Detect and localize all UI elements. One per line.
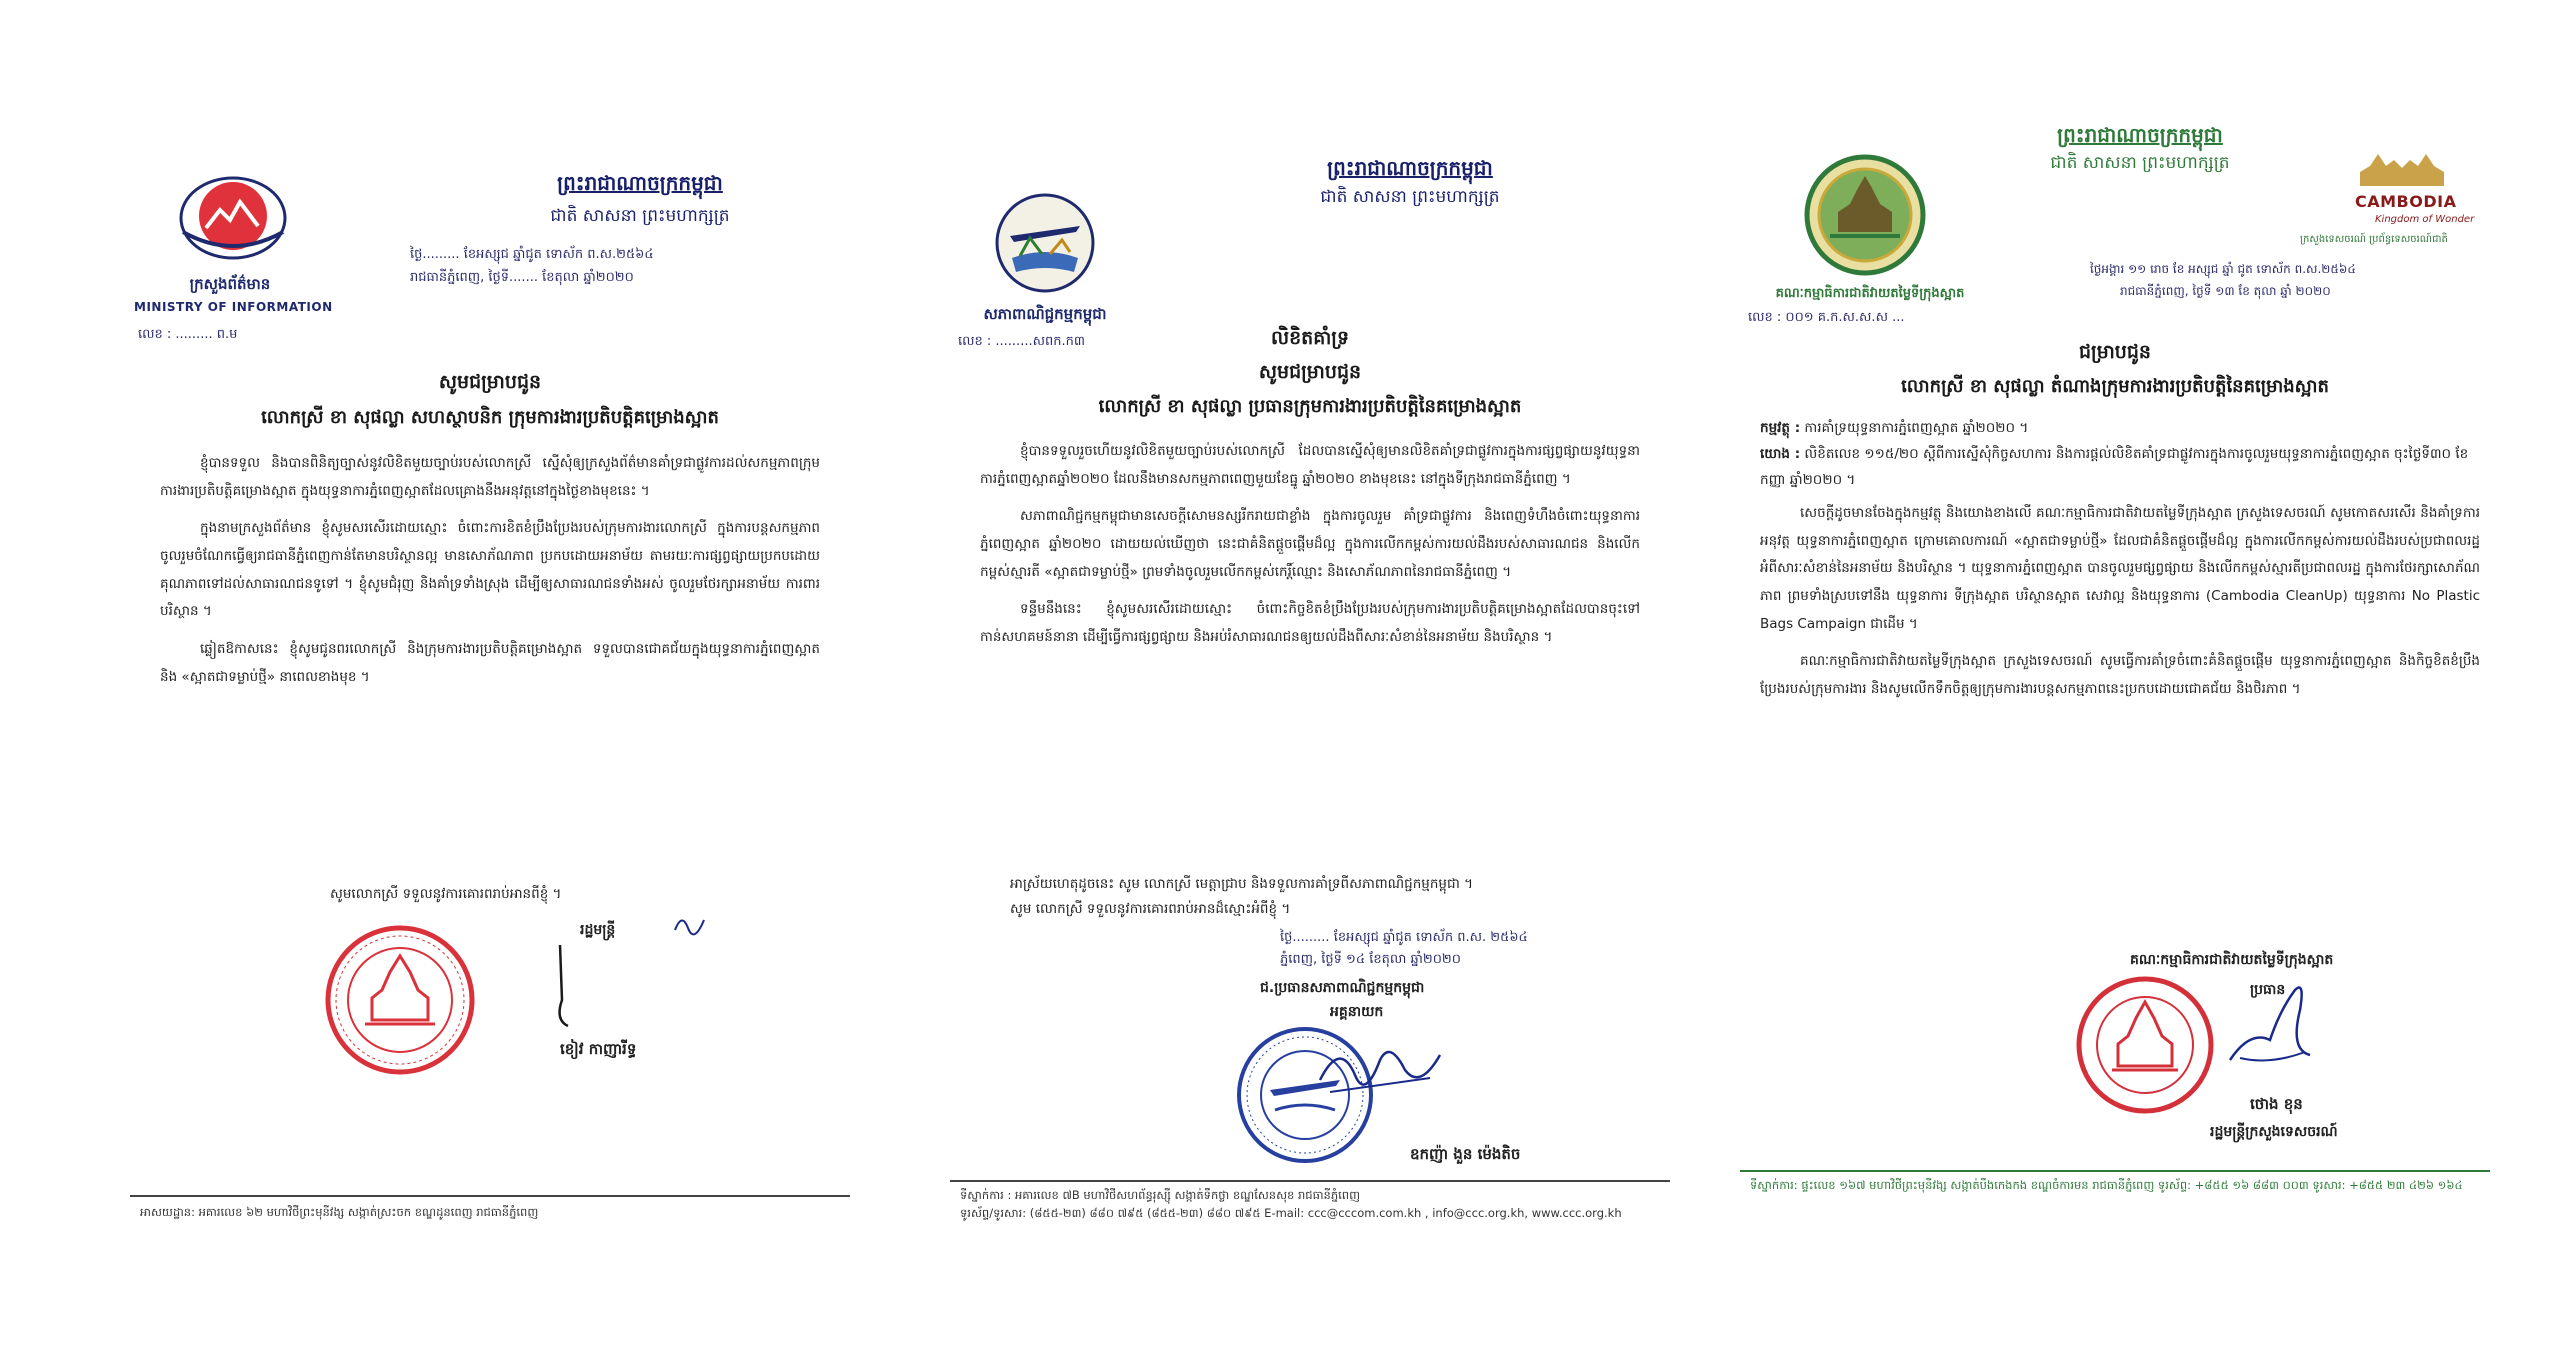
handwritten-signature [1310, 1030, 1450, 1110]
body-paragraph: សភាពាណិជ្ជកម្មកម្ពុជាមានសេចក្ដីសោមនស្សរីករាយជាខ្លាំង ក្នុងការចូលរួម គាំទ្រជាផ្លូវការ និងពេញទំហឹងចំពោះយុទ្ធនាការភ្នំពេញស្អាត ឆ្នាំ២០២០ ដោយយល់ឃើញថា នេះជាគំនិតផ្ដួចផ្ដើមដ៏ល្អ ក្នុងការលើកកម្ពស់ការយល់ដឹងរបស់សាធារណជន និងលើកកម្ពស់ស្មារតី «ស្អាតជាទម្លាប់ថ្មី» ព្រមទាំងចូលរួមលើកកម្ពស់កេរ្តិ៍ឈ្មោះ និងសោភ័ណភាពនៃរាជធានីភ្នំពេញ ។ [980, 508, 1640, 580]
reference-number: លេខ : ......... ព.ម [138, 327, 238, 342]
body-paragraph: សេចក្ដីដូចមានចែងក្នុងកម្មវត្ថុ និងយោងខាងលើ គណៈកម្មាធិការជាតិវាយតម្លៃទីក្រុងស្អាត ក្រសួងទេសចរណ៍ សូមកោតសរសើរ និងគាំទ្រការអនុវត្ត យុទ្ធនាការភ្នំពេញស្អាត ក្រោមគោលការណ៍ «ស្អាតជាទម្លាប់ថ្មី» ដែលជាគំនិតផ្ដួចផ្ដើមដ៏ល្អ ក្នុងការលើកកម្ពស់ការយល់ដឹងរបស់ប្រជាពលរដ្ឋ អំពីសារៈសំខាន់នៃអនាម័យ និងបរិស្ថាន ។ យុទ្ធនាការភ្នំពេញស្អាត បានចូលរួមផ្សព្វផ្សាយ និងលើកកម្ពស់ស្មារតីប្រជាពលរដ្ឋ ក្នុងការថែរក្សាសោភ័ណភាព ព្រមទាំងស្របទៅនឹង យុទ្ធនាការ ទីក្រុងស្អាត បរិស្ថានស្អាត សេវាល្អ និងយុទ្ធនាការ (Cambodia CleanUp) យុទ្ធនាការ No Plastic Bags Campaign ជាដើម ។ [1760, 505, 2480, 632]
national-motto: ជាតិ សាសនា ព្រះមហាក្សត្រ [550, 206, 730, 226]
body-paragraph: ក្នុងនាមក្រសួងព័ត៌មាន ខ្ញុំសូមសរសើរដោយស្មោះ ចំពោះការខិតខំប្រឹងប្រែងរបស់ក្រុមការងារលោកស្រី ក្នុងការបន្តសកម្មភាពចូលរួមចំណែកធ្វើឲ្យរាជធានីភ្នំពេញកាន់តែមានបរិស្ថានល្អ មានសោភ័ណភាព ប្រកបដោយអនាម័យ តាមរយៈការផ្សព្វផ្សាយប្រកបដោយគុណភាពទៅដល់សាធារណជនទូទៅ ។ ខ្ញុំសូមជំរុញ និងគាំទ្រទាំងស្រុង ដើម្បីឲ្យសាធារណជនទាំងអស់ ចូលរួមថែរក្សាអនាម័យ ការពារបរិស្ថាន ។ [160, 520, 820, 620]
reference-label: យោង : [1760, 446, 1801, 462]
signer-role: ប្រធាន [2250, 982, 2286, 998]
footer-contact: ទូរស័ព្ទ/ទូរសារ: (៨៥៥-២៣) ៨៨០ ៧៩៥ (៨៥៥-២៣) ៨៨០ ៧៩៥ E-mail: ccc@cccom.com.kh , info@ccc.org.kh, www.ccc.org.kh [960, 1206, 1622, 1220]
document-title: សូមជម្រាបជូន [1258, 361, 1362, 383]
clean-city-committee-logo [1800, 150, 1930, 280]
recipient: លោកស្រី ខា សុផល្លា សហស្ថាបនិក ក្រុមការងារប្រតិបត្តិគម្រោងស្អាត [261, 407, 719, 428]
handwritten-signature [670, 910, 710, 940]
footer-address: ទីស្នាក់ការ : អគារលេខ ៧B មហាវិថីសហព័ន្ធរុស្ស៊ី សង្កាត់ទឹកថ្លា ខណ្ឌសែនសុខ រាជធានីភ្នំពេញ [960, 1188, 1361, 1202]
body-paragraph: ខ្ញុំបានទទួលរួចហើយនូវលិខិតមួយច្បាប់របស់លោកស្រី ដែលបានស្នើសុំឲ្យមានលិខិតគាំទ្រជាផ្លូវការក្នុងការផ្សព្វផ្សាយនូវយុទ្ធនាការភ្នំពេញស្អាតឆ្នាំ២០២០ ដែលនឹងមានសកម្មភាពពេញមួយខែធ្នូ ឆ្នាំ២០២០ ខាងមុខនេះ នៅក្នុងទីក្រុងរាជធានីភ្នំពេញ ។ [980, 443, 1640, 487]
letter-body [1760, 500, 2480, 714]
signer-title: រដ្ឋមន្ត្រី [580, 922, 616, 938]
body-paragraph: គណៈកម្មាធិការជាតិវាយតម្លៃទីក្រុងស្អាត ក្រសួងទេសចរណ៍ សូមធ្វើការគាំទ្រចំពោះគំនិតផ្ដួចផ្ដើម យុទ្ធនាការភ្នំពេញស្អាត និងកិច្ចខិតខំប្រឹងប្រែងរបស់ក្រុមការងារ និងសូមលើកទឹកចិត្តឲ្យក្រុមការងារបន្តសកម្មភាពនេះប្រកបដោយជោគជ័យ និងថិរភាព ។ [1760, 653, 2480, 698]
signer-title: រដ្ឋមន្ត្រីក្រសួងទេសចរណ៍ [2210, 1124, 2338, 1140]
solar-date: ភ្នំពេញ, ថ្ងៃទី ១៤ ខែតុលា ឆ្នាំ២០២០ [1280, 952, 1461, 967]
subject-label: កម្មវត្ថុ : [1760, 420, 1801, 436]
official-seal [2070, 970, 2220, 1120]
document-title: សូមជម្រាបជូន [438, 371, 542, 393]
signer-name: ថោង ខុន [2250, 1095, 2303, 1113]
letter-body [160, 450, 820, 701]
brand-tagline: Kingdom of Wonder [2375, 214, 2475, 225]
letter-body [980, 438, 1640, 662]
handwritten-signature [2210, 970, 2320, 1080]
letter-ministry-of-information [130, 150, 850, 1230]
closing-line: អាស្រ័យហេតុដូចនេះ សូម លោកស្រី មេត្តាជ្រាប និងទទួលការគាំទ្រពីសភាពាណិជ្ជកម្មកម្ពុជា ។ [1010, 876, 1474, 892]
signer-role: ជ.ប្រធានសភាពាណិជ្ជកម្មកម្ពុជា [1260, 980, 1425, 996]
royal-heading: ព្រះរាជាណាចក្រកម្ពុជា [2057, 123, 2223, 147]
lunar-date: ថ្ងៃ......... ខែអស្សុជ ឆ្នាំជូត ទោស័ក ព.ស. ២៥៦៤ [1280, 930, 1528, 945]
reference-number: លេខ : ០០១ គ.ក.ស.ស.ស ... [1748, 310, 1905, 325]
signer-name: ឧកញ៉ា ងួន ម៉េងតិច [1410, 1145, 1521, 1163]
official-seal [320, 920, 480, 1080]
letter-clean-city-committee [1740, 123, 2490, 1230]
footer-divider [1740, 1170, 2490, 1172]
subject-text: ការគាំទ្រយុទ្ធនាការភ្នំពេញស្អាត ឆ្នាំ២០២០ ។ [1804, 420, 2029, 436]
national-motto: ជាតិ សាសនា ព្រះមហាក្សត្រ [1320, 187, 1500, 207]
letter-chamber-of-commerce [950, 150, 1670, 1230]
signer-name: ខៀវ កាញារីទ្ធ [560, 1040, 637, 1058]
footer-address: អាសយដ្ឋាន: អគារលេខ ៦២ មហាវិថីព្រះមុនីវង្ស សង្កាត់ស្រះចក ខណ្ឌដូនពេញ រាជធានីភ្នំពេញ [140, 1205, 539, 1219]
recipient: លោកស្រី ខា សុផល្លា ប្រធានក្រុមការងារប្រតិបត្តិនៃគម្រោងស្អាត [1098, 396, 1522, 417]
national-motto: ជាតិ សាសនា ព្រះមហាក្សត្រ [2050, 153, 2230, 173]
reference-row [1760, 442, 2480, 493]
solar-date: រាជធានីភ្នំពេញ, ថ្ងៃទី....... ខែតុលា ឆ្នាំ២០២០ [410, 270, 634, 285]
footer-divider [130, 1195, 850, 1197]
reference-number: លេខ : .........សពក.ក៣ [958, 334, 1085, 349]
royal-heading: ព្រះរាជាណាចក្រកម្ពុជា [557, 171, 723, 195]
chamber-of-commerce-logo [990, 188, 1100, 298]
royal-heading: ព្រះរាជាណាចក្រកម្ពុជា [1327, 156, 1493, 180]
document-title: ជម្រាបជូន [2079, 341, 2151, 363]
subject-row [1760, 416, 2480, 442]
lunar-date: ថ្ងៃអង្គារ ១១ រោច ខែ អស្សុជ ឆ្នាំ ជូត ទោស័ក ព.ស.២៥៦៤ [2090, 262, 2356, 276]
reference-text: លិខិតលេខ ១១៥/២០ ស្ដីពីការស្នើសុំកិច្ចសហការ និងការផ្ដល់លិខិតគាំទ្រជាផ្លូវការក្នុងការចូលរួមយុទ្ធនាការភ្នំពេញស្អាត ចុះថ្ងៃទី៣០ ខែកញ្ញា ឆ្នាំ២០២០ ។ [1760, 446, 2469, 488]
footer-address: ទីស្នាក់ការ: ផ្ទះលេខ ១៦៧ មហាវិថីព្រះមុនីវង្ស សង្កាត់បឹងកេងកង ខណ្ឌចំការមន រាជធានីភ្នំពេញ ទូរស័ព្ទ: +៨៥៥ ១៦ ៨៨៣ ០០៣ ទូរសារ: +៨៥៥ ២៣ ៤២៦ ១៦៤ [1750, 1178, 2463, 1192]
document-type: លិខិតគាំទ្រ [1270, 327, 1350, 349]
ministry-name-en: MINISTRY OF INFORMATION [134, 300, 333, 314]
ministry-of-information-logo [158, 170, 308, 270]
closing-line: សូម លោកស្រី ទទួលនូវការគោរពរាប់អានដ៏ស្មោះអំពីខ្ញុំ ។ [1010, 901, 1291, 917]
solar-date: រាជធានីភ្នំពេញ, ថ្ងៃទី ១៣ ខែ តុលា ឆ្នាំ ២០២០ [2120, 284, 2331, 298]
signer-title: អគ្គនាយក [1330, 1004, 1384, 1020]
brand-name: CAMBODIA [2355, 192, 2457, 211]
body-paragraph: ខ្ញុំបានទទួល និងបានពិនិត្យច្បាស់នូវលិខិតមួយច្បាប់របស់លោកស្រី ស្នើសុំឲ្យក្រសួងព័ត៌មានគាំទ្រជាផ្លូវការដល់សកម្មភាពក្រុមការងារប្រតិបត្តិគម្រោងស្អាត ក្នុងយុទ្ធនាការភ្នំពេញស្អាតដែលគ្រោងនឹងអនុវត្តនៅក្នុងថ្ងៃខាងមុខនេះ ។ [160, 455, 820, 499]
body-paragraph: ឆ្លៀតឱកាសនេះ ខ្ញុំសូមជូនពរលោកស្រី និងក្រុមការងារប្រតិបត្តិគម្រោងស្អាត ទទួលបានជោគជ័យក្នុងយុទ្ធនាការភ្នំពេញស្អាត និង «ស្អាតជាទម្លាប់ថ្មី» នាពេលខាងមុខ ។ [160, 641, 820, 685]
recipient: លោកស្រី ខា សុផល្លា តំណាងក្រុមការងារប្រតិបត្តិនៃគម្រោងស្អាត [1901, 376, 2329, 397]
ministry-name-kh: ក្រសួងព័ត៌មាន [189, 275, 271, 293]
organization-name-kh: សភាពាណិជ្ជកម្មកម្ពុជា [983, 305, 1107, 323]
lunar-date: ថ្ងៃ......... ខែអស្សុជ ឆ្នាំជូត ទោស័ក ព.ស.២៥៦៤ [410, 247, 654, 262]
body-paragraph: ទន្ទឹមនឹងនេះ ខ្ញុំសូមសរសើរដោយស្មោះ ចំពោះកិច្ចខិតខំប្រឹងប្រែងរបស់ក្រុមការងារប្រតិបត្តិគម្រោងស្អាតដែលបានចុះទៅកាន់សហគមន៍នានា ដើម្បីធ្វើការផ្សព្វផ្សាយ និងអប់រំសាធារណជនឲ្យយល់ដឹងពីសារៈសំខាន់នៃអនាម័យ និងបរិស្ថាន ។ [980, 601, 1640, 646]
signer-committee: គណៈកម្មាធិការជាតិវាយតម្លៃទីក្រុងស្អាត [2130, 952, 2334, 968]
cambodia-kingdom-of-wonder-logo [2340, 150, 2460, 190]
committee-label: គណៈកម្មាធិការជាតិវាយតម្លៃទីក្រុងស្អាត [1775, 286, 1965, 301]
handwritten-signature [530, 940, 590, 1030]
footer-divider [950, 1180, 1670, 1182]
ministry-small-label: ក្រសួងទេសចរណ៍ ប្រព័ន្ធទេសចរណ៍ជាតិ [2300, 234, 2448, 245]
closing-line: សូមលោកស្រី ទទួលនូវការគោរពរាប់អានពីខ្ញុំ ។ [330, 886, 562, 902]
